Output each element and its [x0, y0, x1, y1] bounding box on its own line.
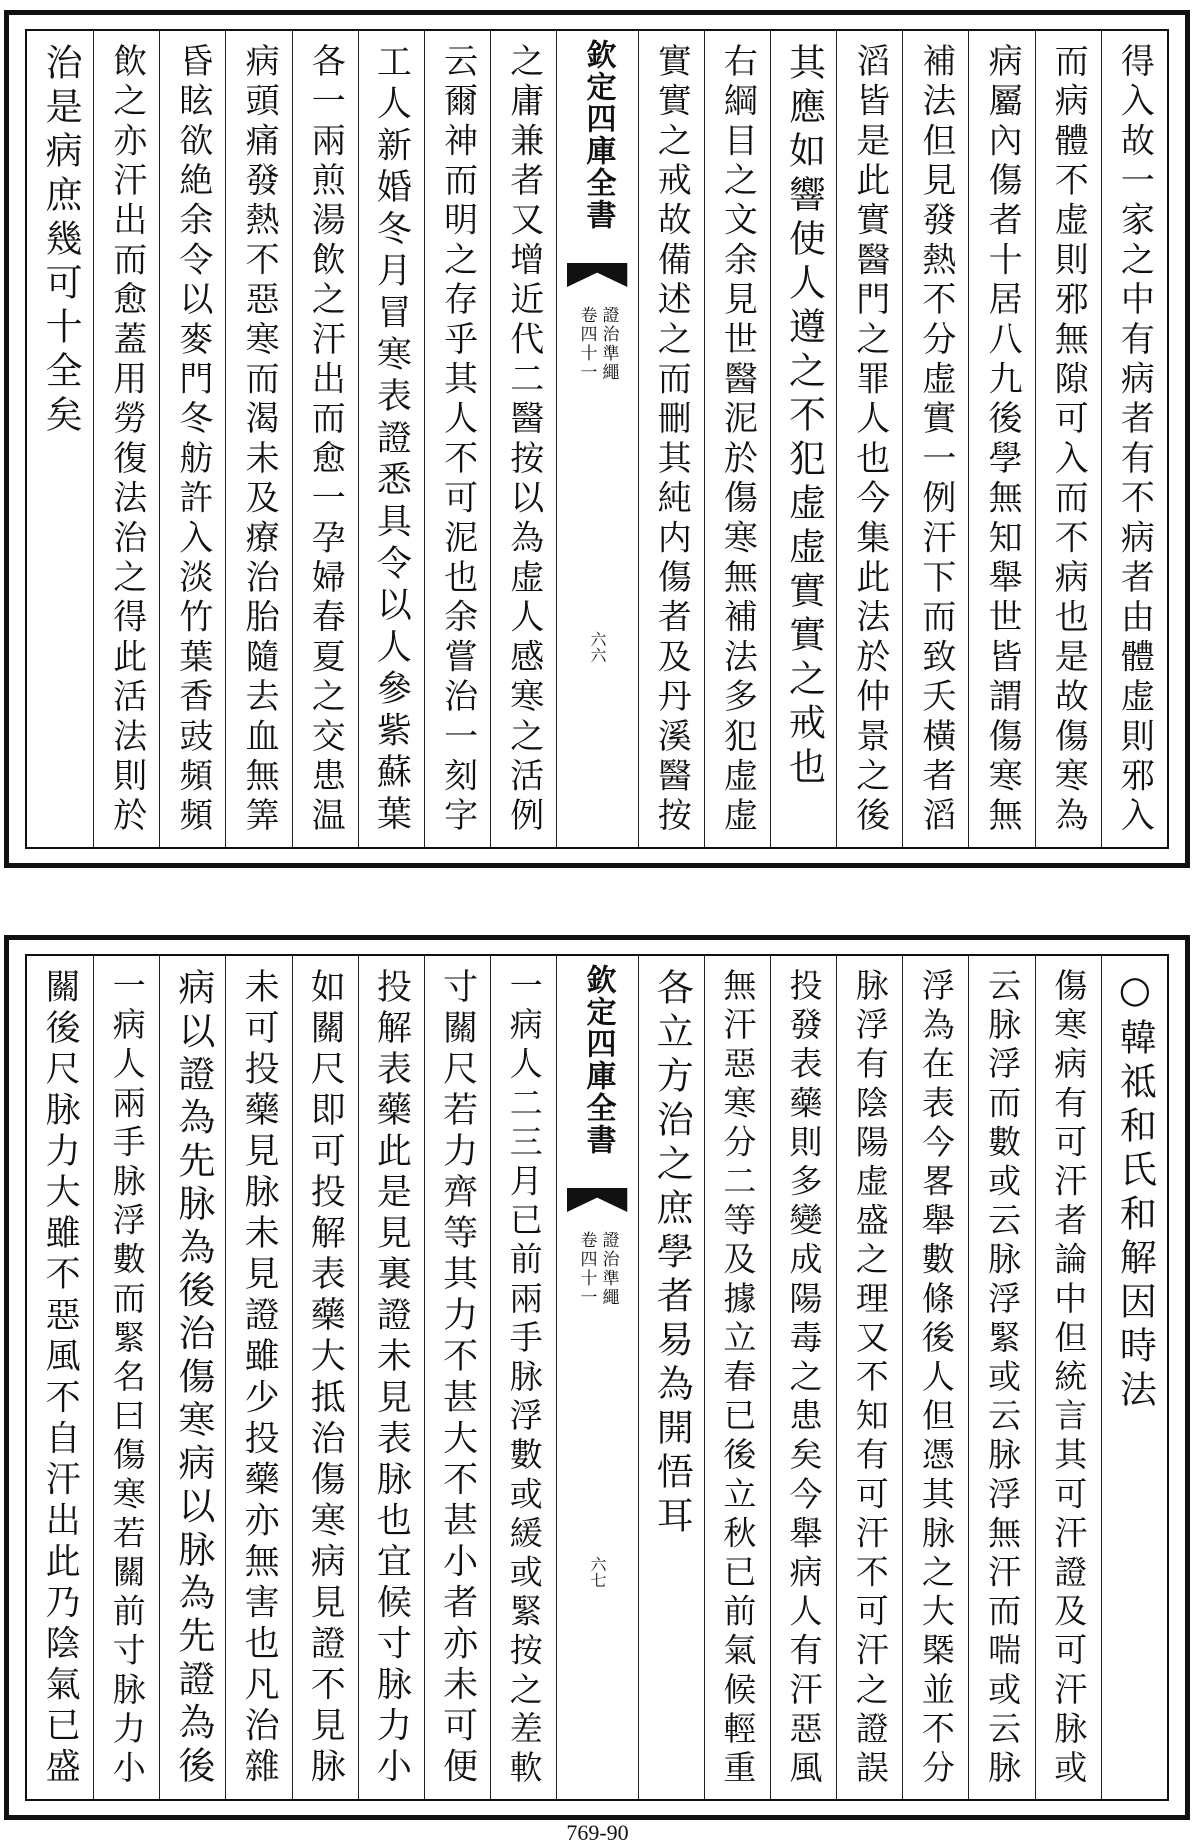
text-column: 治是病庶幾可十全矣: [39, 43, 83, 439]
book-title: 證治準繩: [598, 1231, 619, 1307]
text-column: 關後尺脉力大雖不惡風不自汗出此乃陰氣已盛: [40, 968, 81, 1789]
text-column: 傷寒病有可汗者論中但統言其可汗證及可汗脉或: [1035, 956, 1101, 1799]
book-title: 證治準繩: [598, 306, 619, 382]
text-column: 得入故一家之中有病者有不病者由體虚則邪入: [1101, 31, 1167, 847]
text-column: 云爾神而明之存乎其人不可泥也余嘗治一刻字: [424, 31, 490, 847]
text-column: 投發表藥則多變成陽毒之患矣今舉病人有汗惡風: [770, 956, 836, 1799]
text-column: 昏眩欲絶余令以麥門冬舫許入淡竹葉香豉頻頻: [159, 31, 225, 847]
text-column: 病屬內傷者十居八九後學無知舉世皆謂傷寒無: [968, 31, 1034, 847]
center-header-column: [556, 31, 637, 847]
text-column: 未可投藥見脉未見證雖少投藥亦無害也凡治雜: [225, 956, 291, 1799]
folio-number: 六七: [587, 1556, 607, 1588]
text-column: 工人新婚冬月冒寒表證悉具令以人參紫蘇葉: [358, 31, 424, 847]
book-label: [557, 306, 637, 466]
text-column: 病頭痛發熱不惡寒而渴未及療治胎隨去血無筭: [225, 31, 291, 847]
text-column: 實實之戒故備述之而刪其純内傷者及丹溪醫按: [638, 31, 704, 847]
page-upper: [4, 10, 1190, 868]
text-column: 右綱目之文余見世醫泥於傷寒無補法多犯虚虚: [704, 31, 770, 847]
page-frame: [25, 954, 1169, 1801]
fish-tail-mark-icon: [567, 1188, 627, 1212]
folio-number: 六六: [587, 631, 607, 663]
text-column: 病以證為先脉為後治傷寒病以脉為先證為後: [159, 956, 225, 1799]
center-header-column: [556, 956, 637, 1799]
collection-title: 欽定四庫全書: [580, 964, 616, 1156]
text-column: 無汗惡寒分二等及據立春已後立秋已前氣候輕重: [704, 956, 770, 1799]
volume-label: 卷四十一: [576, 1231, 597, 1307]
text-column: 滔皆是此實醫門之罪人也今集此法於仲景之後: [836, 31, 902, 847]
text-column: 一病人二三月已前兩手脉浮數或緩或緊按之差軟: [490, 956, 556, 1799]
collection-title: 欽定四庫全書: [580, 39, 616, 231]
volume-label: 卷四十一: [576, 306, 597, 382]
column-strip: [27, 31, 1167, 847]
column-strip: [27, 956, 1167, 1799]
text-column: 其應如響使人遵之不犯虚虚實實之戒也: [770, 31, 836, 847]
text-column: 云脉浮而數或云脉浮緊或云脉浮無汗而喘或云脉: [968, 956, 1034, 1799]
text-column: ○韓祗和氏和解因時法: [1101, 956, 1167, 1799]
text-column: 各立方治之庶學者易為開悟耳: [638, 956, 704, 1799]
fish-tail-mark-icon: [567, 263, 627, 287]
text-column: 之庸兼者又增近代二醫按以為虚人感寒之活例: [490, 31, 556, 847]
text-column: 各一兩煎湯飲之汗出而愈一孕婦春夏之交患温: [292, 31, 358, 847]
text-column: 而病體不虚則邪無隙可入而不病也是故傷寒為: [1035, 31, 1101, 847]
text-column: 如關尺即可投解表藥大抵治傷寒病見證不見脉: [292, 956, 358, 1799]
text-column: 補法但見發熱不分虚實一例汗下而致夭橫者滔: [902, 31, 968, 847]
text-column: 浮為在表今畧舉數條後人但憑其脉之大槩並不分: [902, 956, 968, 1799]
book-label: [557, 1231, 637, 1391]
page-lower: [4, 935, 1190, 1820]
text-column: 投解表藥此是見裏證未見表脉也宜候寸脉力小: [358, 956, 424, 1799]
text-column: 飲之亦汗出而愈蓋用勞復法治之得此活法則於: [93, 31, 159, 847]
text-column: 寸關尺若力齊等其力不甚大不甚小者亦未可便: [424, 956, 490, 1799]
text-column: 一病人兩手脉浮數而緊名曰傷寒若關前寸脉力小: [93, 956, 159, 1799]
page-frame: [25, 29, 1169, 849]
page-number: 769-90: [566, 1820, 629, 1845]
text-column: 脉浮有陰陽虚盛之理又不知有可汗不可汗之證誤: [836, 956, 902, 1799]
